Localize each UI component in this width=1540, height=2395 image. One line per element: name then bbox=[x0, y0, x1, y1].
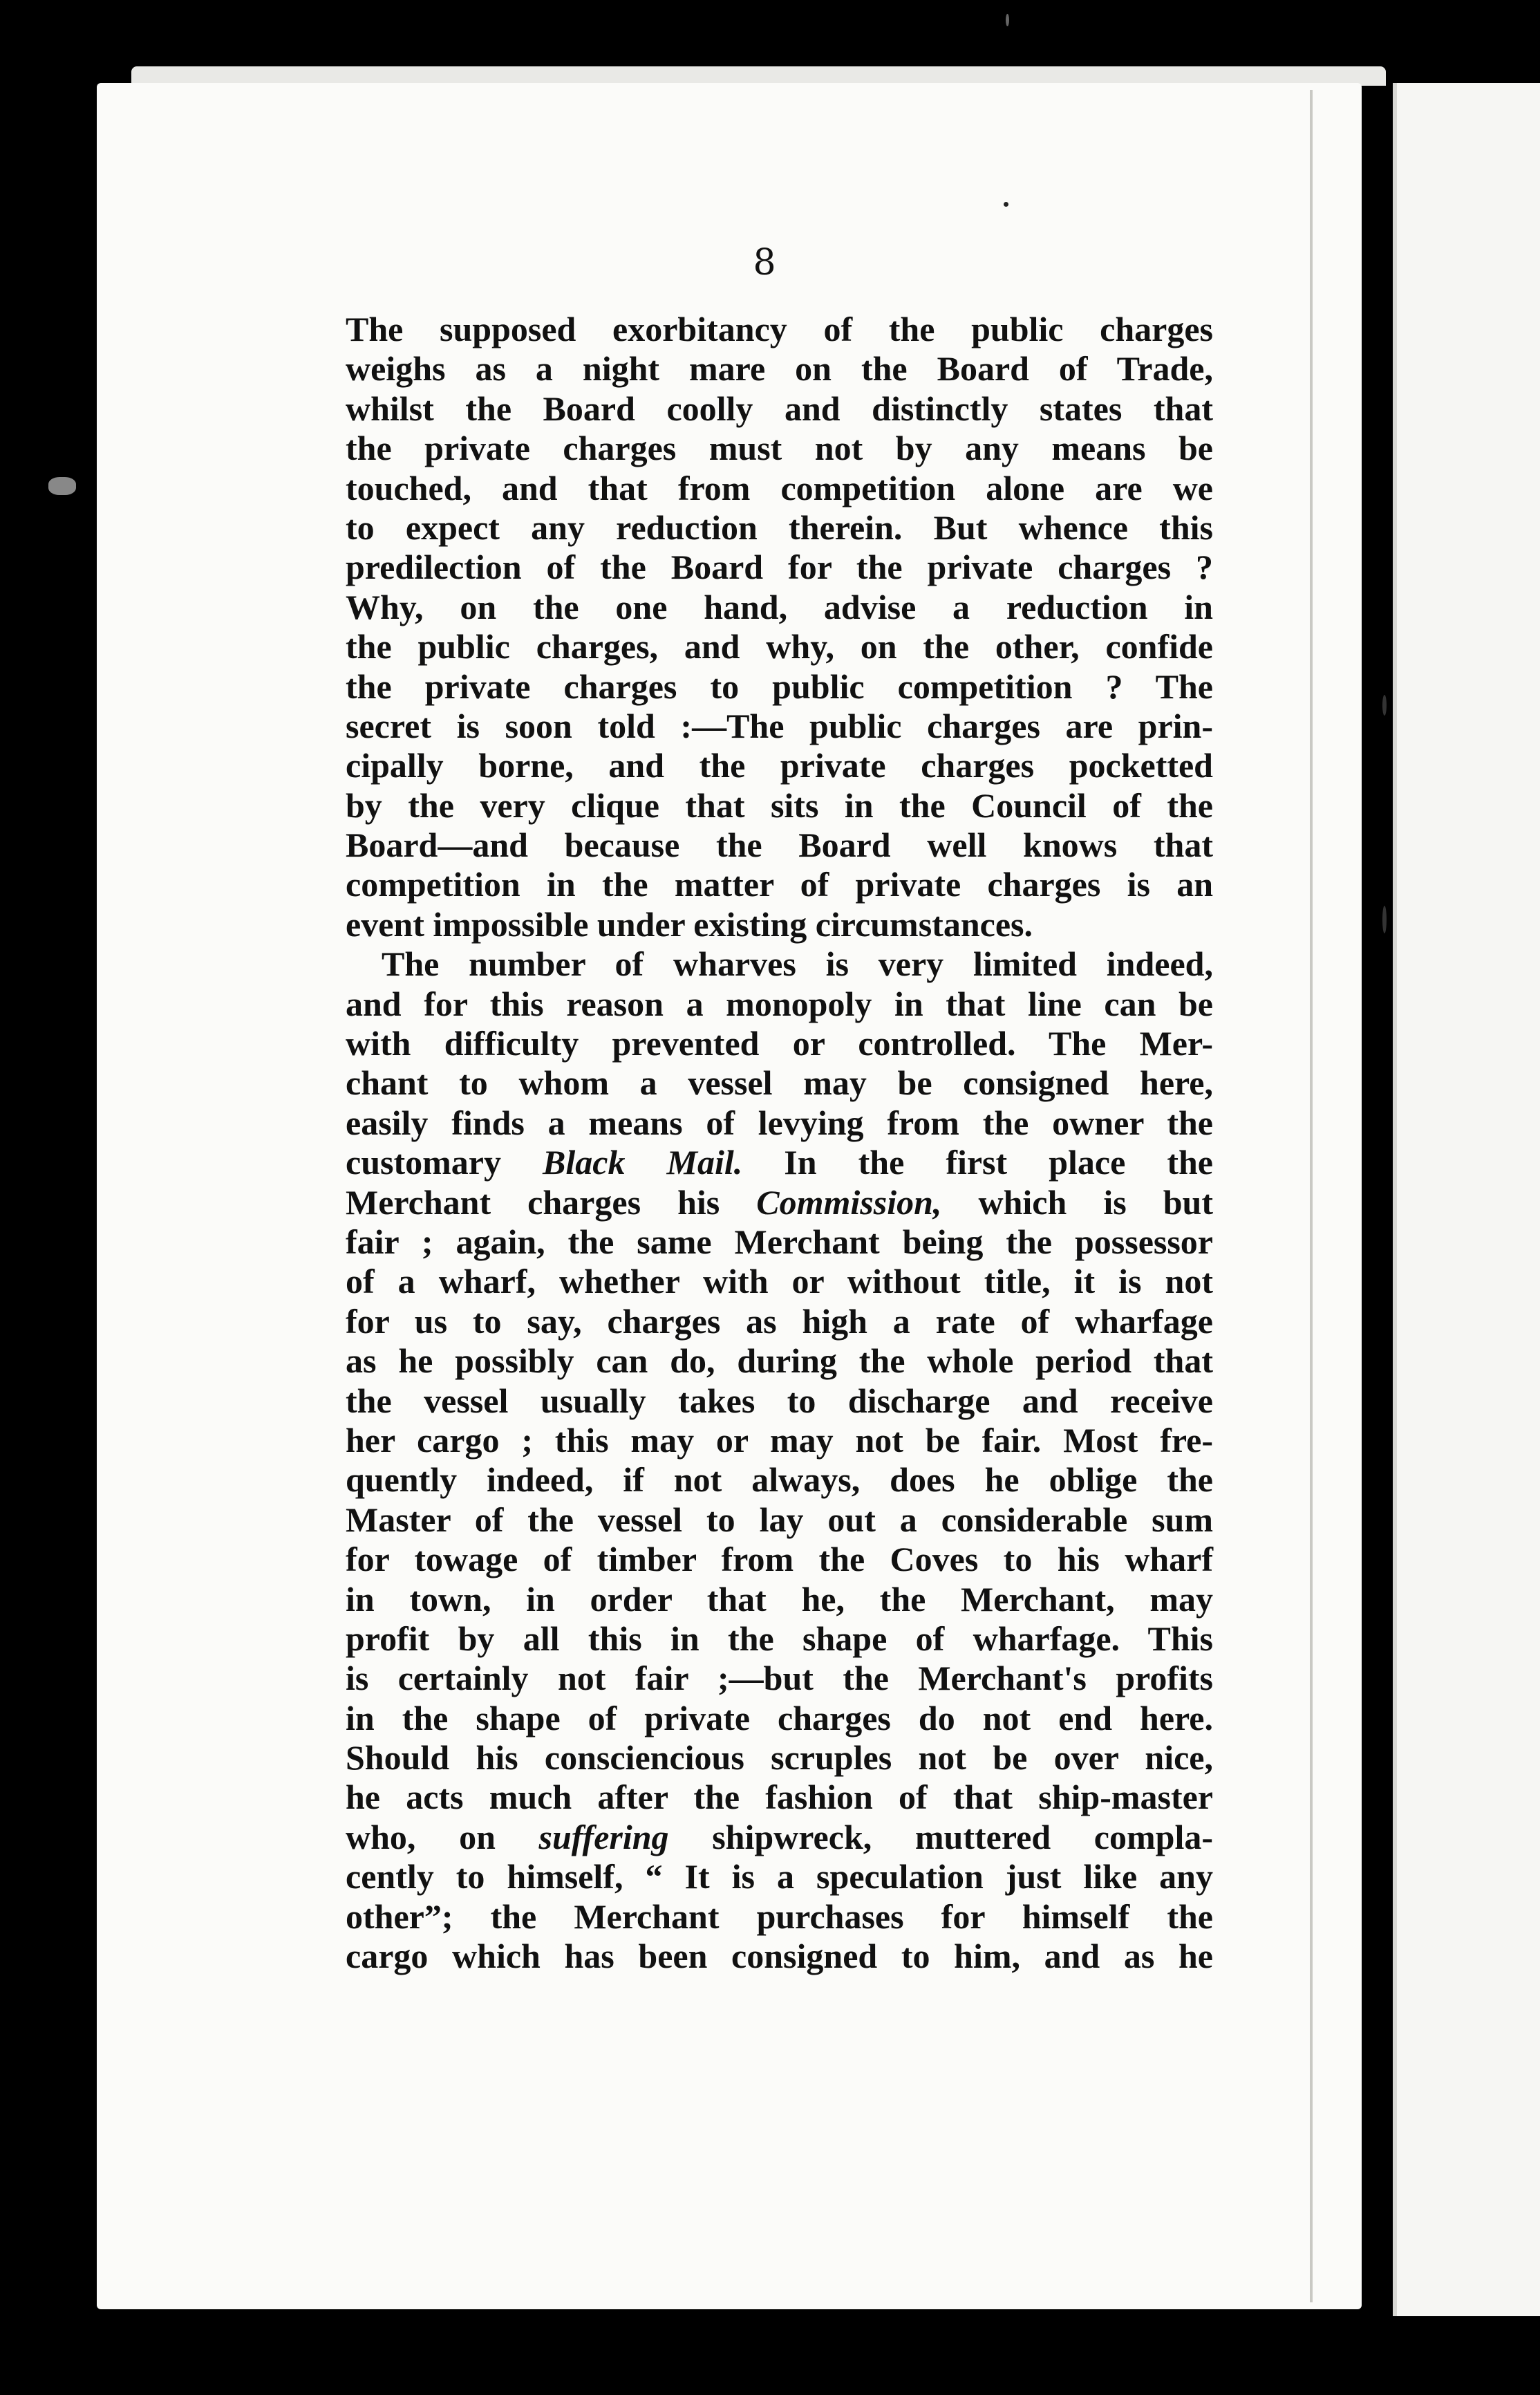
text-line: fair ; again, the same Merchant being the possessor bbox=[346, 1222, 1213, 1261]
text-line: he acts much after the fashion of that ship-master bbox=[346, 1778, 1213, 1817]
scan-speck bbox=[1382, 695, 1387, 716]
scan-speck bbox=[1382, 906, 1387, 933]
text-fragment: customary bbox=[346, 1143, 543, 1182]
text-fragment: who, on bbox=[346, 1817, 539, 1856]
text-line: competition in the matter of private charges is an bbox=[346, 865, 1213, 904]
text-line: in the shape of private charges do not end here. bbox=[346, 1698, 1213, 1737]
page-number: 8 bbox=[753, 242, 776, 283]
text-line: the private charges to public competition ? The bbox=[346, 667, 1213, 706]
text-fragment: Merchant charges his bbox=[346, 1182, 757, 1222]
text-line: is certainly not fair ;—but the Merchant's profits bbox=[346, 1659, 1213, 1698]
text-line-with-emphasis bbox=[346, 1183, 1213, 1222]
text-fragment: shipwreck, muttered compla- bbox=[668, 1817, 1213, 1856]
facing-page-edge bbox=[1393, 83, 1540, 2316]
text-line: with difficulty prevented or controlled. The Mer- bbox=[346, 1024, 1213, 1063]
text-line: Master of the vessel to lay out a considerable sum bbox=[346, 1500, 1213, 1539]
text-line: easily finds a means of levying from the owner the bbox=[346, 1103, 1213, 1142]
text-fragment: which is but bbox=[941, 1182, 1213, 1222]
text-line: the vessel usually takes to discharge and receive bbox=[346, 1381, 1213, 1420]
scan-speck bbox=[1006, 14, 1009, 26]
text-line-with-emphasis bbox=[346, 1143, 1213, 1182]
scan-speck bbox=[1004, 202, 1008, 207]
text-line: for us to say, charges as high a rate of wharfage bbox=[346, 1301, 1213, 1341]
text-line: the private charges must not by any means be bbox=[346, 429, 1213, 468]
text-line: in town, in order that he, the Merchant, may bbox=[346, 1579, 1213, 1619]
text-line: The number of wharves is very limited indeed, bbox=[382, 944, 1213, 984]
text-line: other”; the Merchant purchases for himself the bbox=[346, 1897, 1213, 1936]
text-line: for towage of timber from the Coves to his wharf bbox=[346, 1540, 1213, 1579]
text-line: as he possibly can do, during the whole period that bbox=[346, 1341, 1213, 1381]
emphasis-black-mail: Black Mail. bbox=[543, 1143, 743, 1182]
text-line: to expect any reduction therein. But whence this bbox=[346, 507, 1213, 547]
text-line: cipally borne, and the private charges pocketted bbox=[346, 746, 1213, 785]
text-line: weighs as a night mare on the Board of Trade, bbox=[346, 349, 1213, 389]
text-line: cargo which has been consigned to him, and as he bbox=[346, 1937, 1213, 1976]
text-line: the public charges, and why, on the other, confide bbox=[346, 627, 1213, 667]
text-line: touched, and that from competition alone are we bbox=[346, 468, 1213, 507]
text-line: and for this reason a monopoly in that line can be bbox=[346, 984, 1213, 1023]
text-line: event impossible under existing circumstances. bbox=[346, 904, 1033, 944]
text-line: Board—and because the Board well knows that bbox=[346, 826, 1213, 865]
emphasis-suffering: suffering bbox=[538, 1817, 669, 1856]
text-line: quently indeed, if not always, does he oblige the bbox=[346, 1460, 1213, 1500]
text-line: cently to himself, “ It is a speculation just like any bbox=[346, 1857, 1213, 1897]
binding-line bbox=[1310, 90, 1313, 2302]
text-line: of a wharf, whether with or without title, it is not bbox=[346, 1262, 1213, 1301]
text-line: predilection of the Board for the private charges ? bbox=[346, 548, 1213, 587]
scan-speck bbox=[48, 477, 76, 495]
text-line: whilst the Board coolly and distinctly states that bbox=[346, 389, 1213, 428]
text-line: chant to whom a vessel may be consigned here, bbox=[346, 1063, 1213, 1103]
body-text bbox=[346, 310, 1213, 1976]
text-line: Should his consciencious scruples not be over nice, bbox=[346, 1738, 1213, 1778]
text-line: secret is soon told :—The public charges are prin- bbox=[346, 706, 1213, 745]
text-line: profit by all this in the shape of wharfage. This bbox=[346, 1619, 1213, 1658]
text-fragment: In the first place the bbox=[742, 1143, 1213, 1182]
text-line: her cargo ; this may or may not be fair. Most fre- bbox=[346, 1420, 1213, 1460]
text-line: Why, on the one hand, advise a reduction in bbox=[346, 587, 1213, 626]
emphasis-commission: Commission, bbox=[756, 1182, 942, 1222]
text-line-with-emphasis bbox=[346, 1818, 1213, 1857]
text-line: The supposed exorbitancy of the public charges bbox=[346, 310, 1213, 348]
text-line: by the very clique that sits in the Council of the bbox=[346, 785, 1213, 825]
